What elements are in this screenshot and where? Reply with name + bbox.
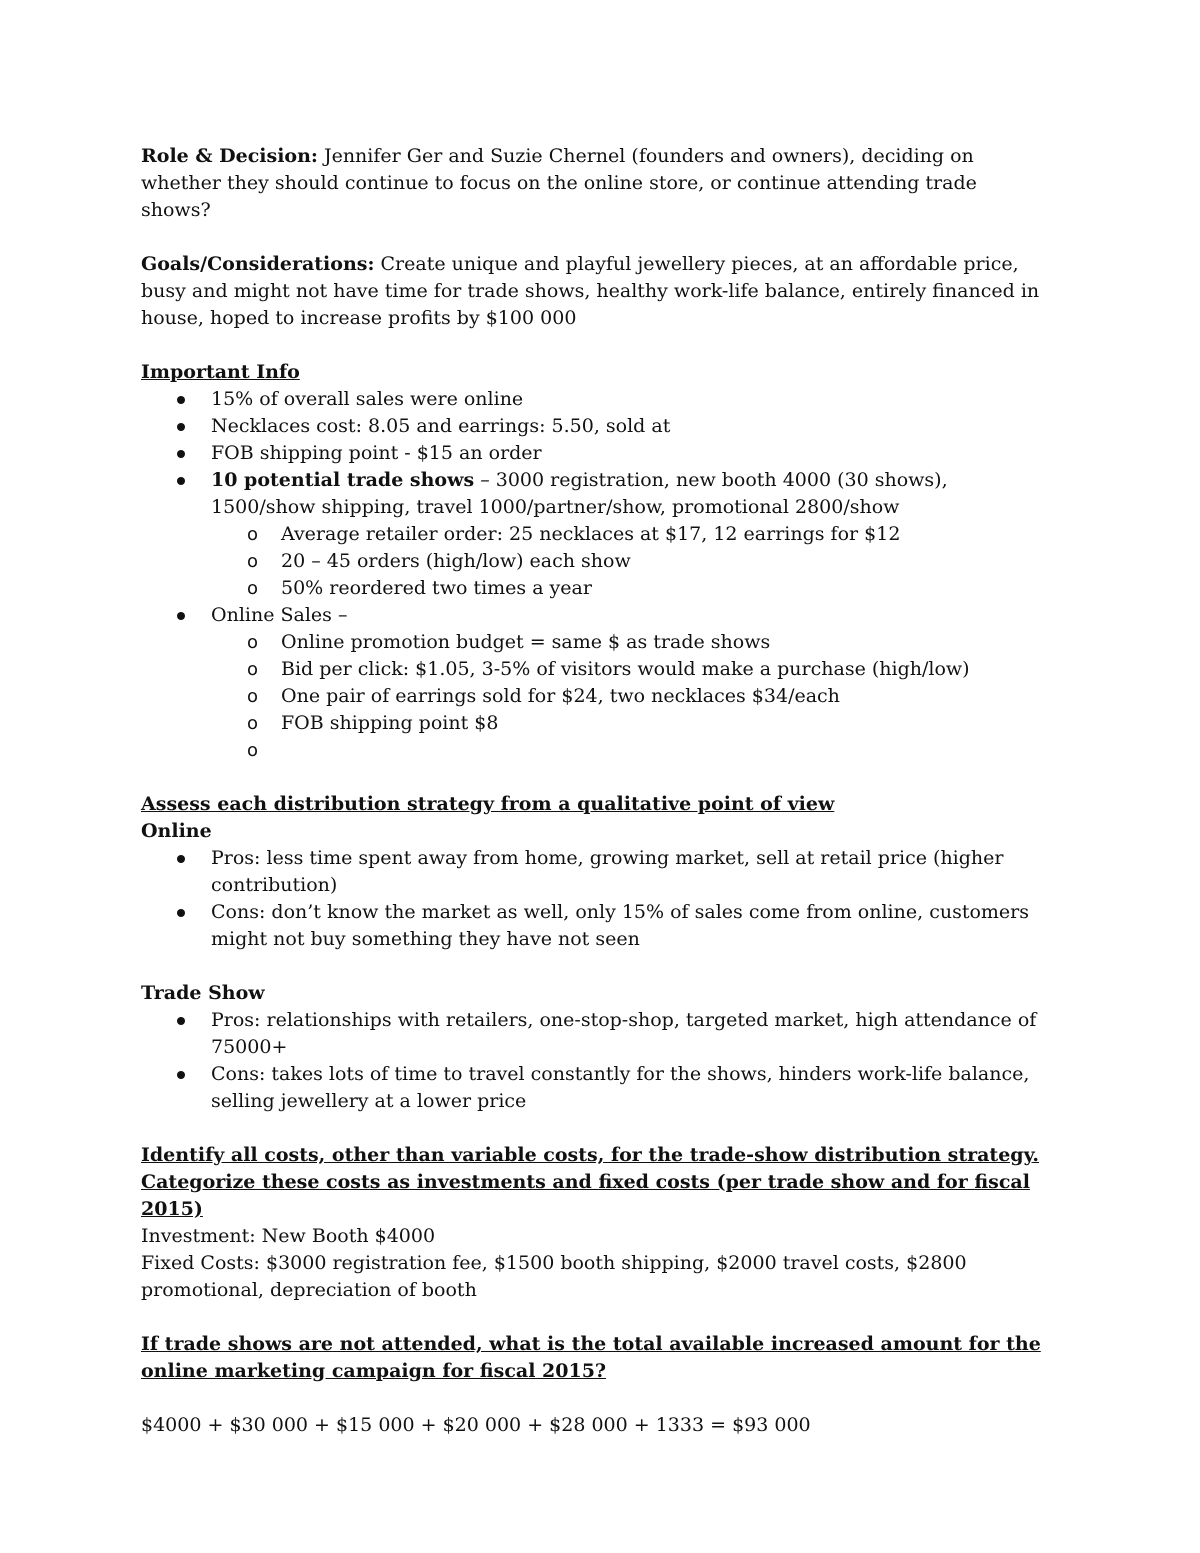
list-item: Pros: less time spent away from home, growing market, sell at retail price (higher contribution) xyxy=(141,845,1041,899)
important-info-heading: Important Info xyxy=(141,361,300,383)
trade-show-subheading: Trade Show xyxy=(141,982,265,1004)
goals-paragraph xyxy=(141,251,1041,332)
list-item-text: – 3000 registration, new booth 4000 (30 shows), 1500/show shipping, travel 1000/partner/show, promotional 2800/show xyxy=(211,469,948,518)
sublist-item: o 20 – 45 orders (high/low) each show xyxy=(211,548,1041,575)
goals-text: Create unique and playful jewellery pieces, at an affordable price, busy and might not have time for trade shows, healthy work-life balance, entirely financed in house, hoped to increase profits by $100 000 xyxy=(141,253,1040,329)
list-item: Pros: relationships with retailers, one-stop-shop, targeted market, high attendance of 75000+ xyxy=(141,1007,1041,1061)
list-item-text: 15% of overall sales were online xyxy=(211,388,524,410)
trade-show-list xyxy=(141,1007,1041,1115)
investment-text: Investment: New Booth $4000 xyxy=(141,1225,436,1247)
assess-heading: Assess each distribution strategy from a qualitative point of view xyxy=(141,793,835,815)
list-item: Cons: takes lots of time to travel constantly for the shows, hinders work-life balance, selling jewellery at a lower price xyxy=(141,1061,1041,1115)
role-decision-text: Jennifer Ger and Suzie Chernel (founders and owners), deciding on whether they should continue to focus on the online store, or continue attending trade shows? xyxy=(141,145,977,221)
goals-label: Goals/Considerations: xyxy=(141,253,375,275)
list-item xyxy=(141,602,1041,764)
important-info-list xyxy=(141,386,1041,764)
online-sales-sublist xyxy=(211,629,1041,764)
list-item xyxy=(141,467,1041,602)
fixed-costs-text: Fixed Costs: $3000 registration fee, $1500 booth shipping, $2000 travel costs, $2800 promotional, depreciation of booth xyxy=(141,1252,967,1301)
sublist-item-empty xyxy=(211,737,1041,764)
costs-heading-line2: Categorize these costs as investments and fixed costs (per trade show and for fiscal 2015) xyxy=(141,1171,1030,1220)
list-item xyxy=(141,386,1041,413)
list-item-text: FOB shipping point - $15 an order xyxy=(211,442,542,464)
sublist-item: o 50% reordered two times a year xyxy=(211,575,1041,602)
document-body xyxy=(141,143,1041,1439)
list-item-text: Necklaces cost: 8.05 and earrings: 5.50, sold at xyxy=(211,415,671,437)
role-decision-label: Role & Decision: xyxy=(141,145,318,167)
sublist-item: o One pair of earrings sold for $24, two necklaces $34/each xyxy=(211,683,1041,710)
budget-equation: $4000 + $30 000 + $15 000 + $20 000 + $28 000 + 1333 = $93 000 xyxy=(141,1414,811,1436)
list-item xyxy=(141,413,1041,440)
list-item-text: Online Sales – xyxy=(211,604,348,626)
list-item xyxy=(141,440,1041,467)
sublist-item: o Bid per click: $1.05, 3-5% of visitors would make a purchase (high/low) xyxy=(211,656,1041,683)
role-decision-paragraph xyxy=(141,143,1041,224)
sublist-item: o Online promotion budget = same $ as trade shows xyxy=(211,629,1041,656)
costs-heading-line1: Identify all costs, other than variable costs, for the trade-show distribution strategy. xyxy=(141,1144,1040,1166)
online-budget-heading: If trade shows are not attended, what is the total available increased amount for the online marketing campaign for fiscal 2015? xyxy=(141,1333,1041,1382)
online-list xyxy=(141,845,1041,953)
sublist-item: o FOB shipping point $8 xyxy=(211,710,1041,737)
sublist-item: o Average retailer order: 25 necklaces at $17, 12 earrings for $12 xyxy=(211,521,1041,548)
trade-show-sublist xyxy=(211,521,1041,602)
list-item: Cons: don’t know the market as well, only 15% of sales come from online, customers might not buy something they have not seen xyxy=(141,899,1041,953)
online-subheading: Online xyxy=(141,820,212,842)
list-item-bold-text: 10 potential trade shows xyxy=(211,469,475,491)
